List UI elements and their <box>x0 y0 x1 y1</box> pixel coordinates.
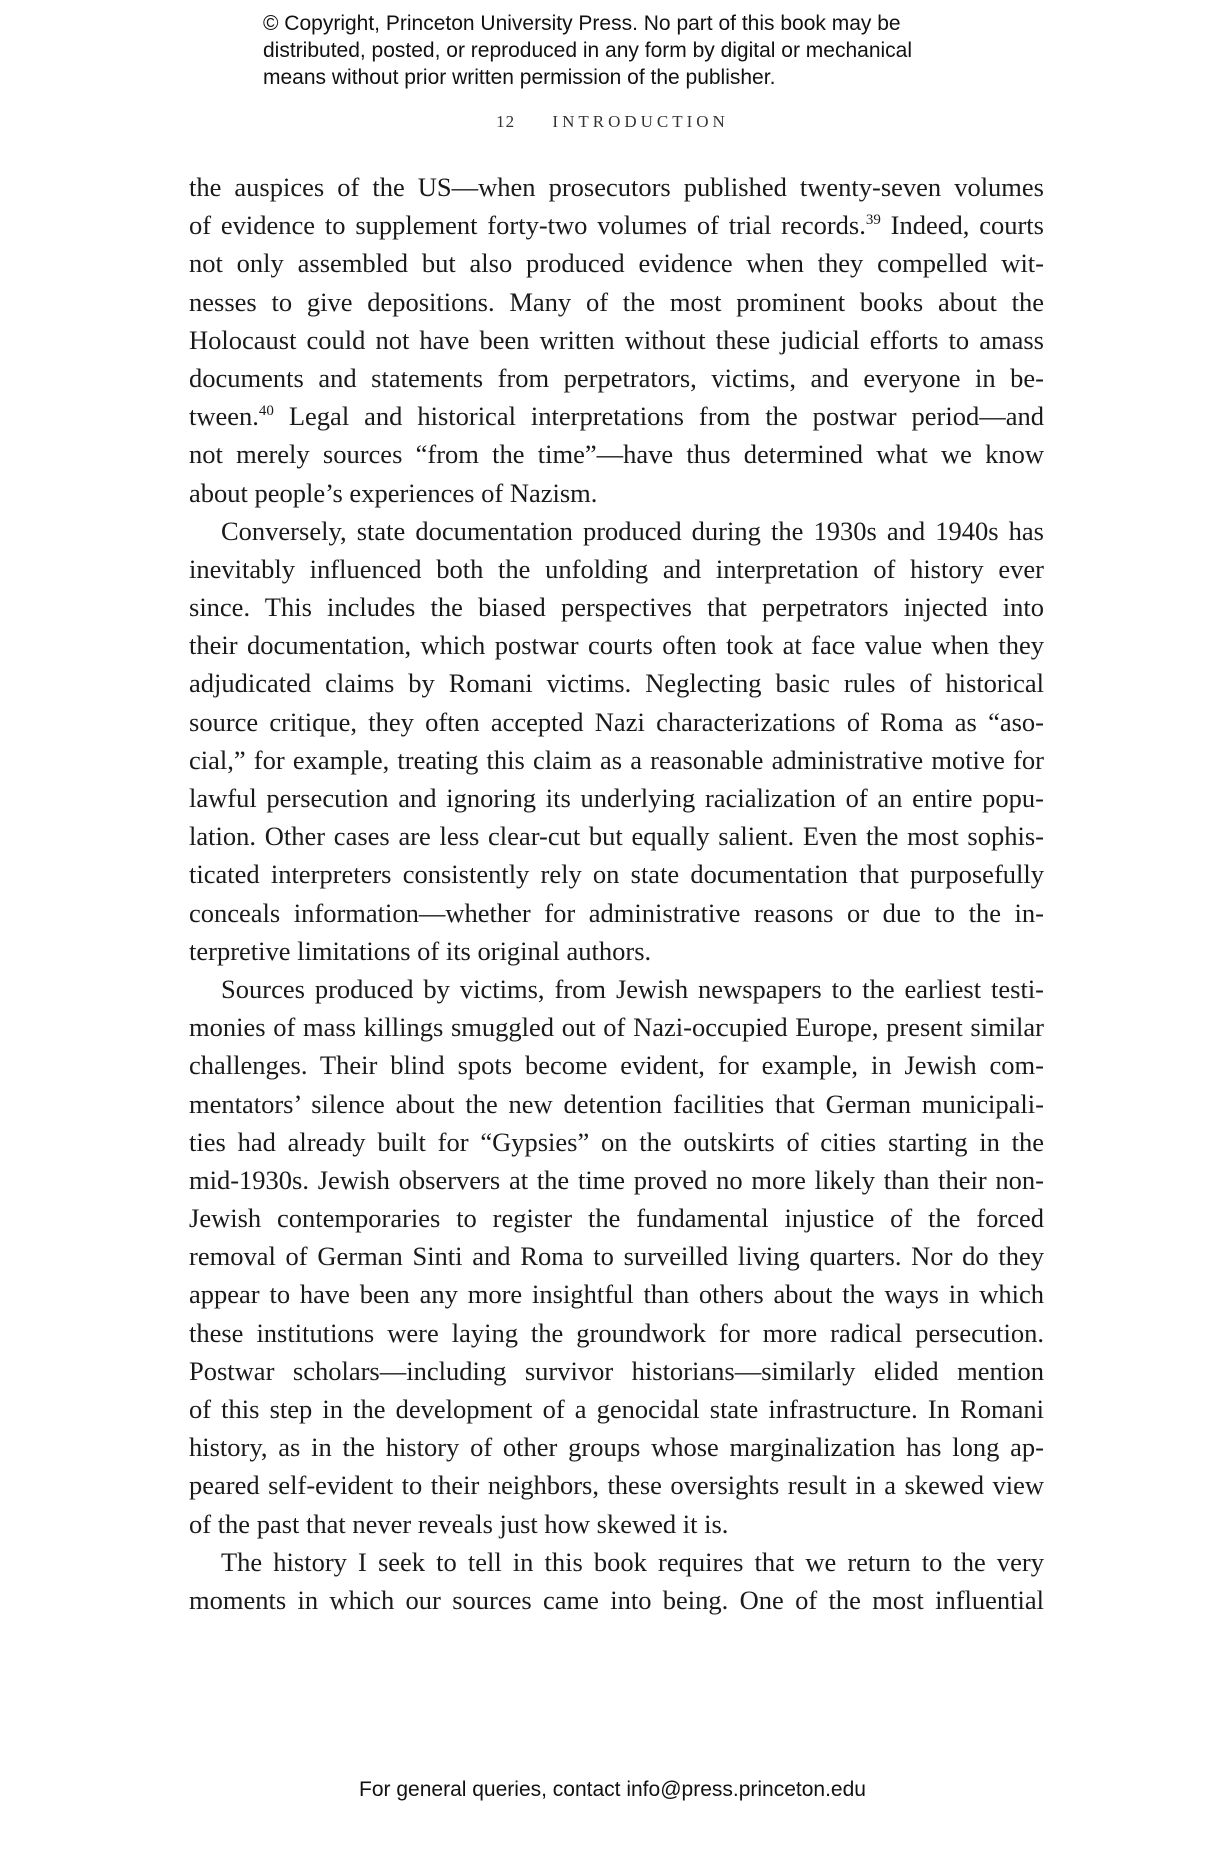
copyright-line: © Copyright, Princeton University Press. No part of this book may be <box>263 12 901 35</box>
text-line: the auspices of the US—when prosecutors published twenty-seven volumes <box>189 172 1044 202</box>
text-line: Sources produced by victims, from Jewish newspapers to the earliest testi- <box>221 973 1044 1004</box>
text-line: peared self-evident to their neighbors, these oversights result in a skewed view <box>189 1470 1044 1501</box>
text-line: source critique, they often accepted Nazi characterizations of Roma as “aso- <box>189 706 1044 737</box>
text-line: their documentation, which postwar courts often took at face value when they <box>189 630 1044 661</box>
text-line: terpretive limitations of its original authors. <box>189 935 652 966</box>
text-line-content: tween. <box>189 401 259 432</box>
text-line: mid-1930s. Jewish observers at the time proved no more likely than their non- <box>189 1164 1044 1195</box>
text-line <box>189 206 1044 244</box>
text-line: Postwar scholars—including survivor historians—similarly elided mention <box>189 1355 1044 1386</box>
text-line: The history I seek to tell in this book requires that we return to the very <box>221 1546 1044 1577</box>
text-line: moments in which our sources came into being. One of the most influential <box>189 1584 1044 1615</box>
running-head <box>0 112 1225 132</box>
footnote-ref[interactable]: 39 <box>865 212 881 229</box>
text-line-content: Indeed, courts <box>880 210 1044 241</box>
text-line: removal of German Sinti and Roma to surveilled living quarters. Nor do they <box>189 1241 1044 1272</box>
text-line: lawful persecution and ignoring its underlying racialization of an entire popu- <box>189 783 1044 813</box>
copyright-line: distributed, posted, or reproduced in any form by digital or mechanical <box>263 39 913 62</box>
text-line: appear to have been any more insightful than others about the ways in which <box>189 1279 1044 1310</box>
text-line: lation. Other cases are less clear-cut but equally salient. Even the most sophis- <box>189 821 1044 852</box>
text-line: challenges. Their blind spots become evident, for example, in Jewish com- <box>189 1050 1044 1081</box>
text-line: ticated interpreters consistently rely on state documentation that purposefully <box>189 859 1044 890</box>
section-title: INTRODUCTION <box>552 112 729 131</box>
text-line-content: Legal and historical interpretations from the postwar period—and <box>273 401 1044 432</box>
text-line: conceals information—whether for administrative reasons or due to the in- <box>189 897 1044 928</box>
text-line: Conversely, state documentation produced during the 1930s and 1940s has <box>221 515 1044 546</box>
text-line: documents and statements from perpetrators, victims, and everyone in be- <box>189 362 1044 393</box>
text-line: about people’s experiences of Nazism. <box>189 477 598 508</box>
text-line: mentators’ silence about the new detention facilities that German municipali- <box>189 1088 1044 1119</box>
text-line: of this step in the development of a genocidal state infrastructure. In Romani <box>189 1394 1044 1424</box>
text-line: of the past that never reveals just how skewed it is. <box>189 1508 729 1539</box>
text-line: Jewish contemporaries to register the fundamental injustice of the forced <box>189 1203 1044 1234</box>
text-line: not merely sources “from the time”—have thus determined what we know <box>189 439 1044 470</box>
text-line: Holocaust could not have been written without these judicial efforts to amass <box>189 324 1044 355</box>
page-number: 12 <box>496 112 516 131</box>
text-line: monies of mass killings smuggled out of Nazi-occupied Europe, present similar <box>189 1012 1044 1043</box>
text-line: ties had already built for “Gypsies” on the outskirts of cities starting in the <box>189 1126 1044 1157</box>
text-line <box>189 397 1044 435</box>
text-line: cial,” for example, treating this claim as a reasonable administrative motive for <box>189 744 1044 775</box>
footnote-ref[interactable]: 40 <box>258 403 274 420</box>
text-line: since. This includes the biased perspectives that perpetrators injected into <box>189 592 1044 623</box>
text-line: history, as in the history of other groups whose marginalization has long ap- <box>189 1432 1044 1463</box>
footer-contact: For general queries, contact info@press.princeton.edu <box>359 1778 866 1801</box>
text-line: inevitably influenced both the unfolding and interpretation of history ever <box>189 553 1044 584</box>
copyright-notice <box>263 10 1003 91</box>
text-line: these institutions were laying the groundwork for more radical persecution. <box>189 1317 1044 1348</box>
body-text <box>189 168 1044 1619</box>
text-line: not only assembled but also produced evidence when they compelled wit- <box>189 248 1044 279</box>
copyright-line: means without prior written permission of the publisher. <box>263 66 776 89</box>
text-line: nesses to give depositions. Many of the most prominent books about the <box>189 286 1044 317</box>
text-line-content: of evidence to supplement forty-two volumes of trial records. <box>189 210 866 241</box>
text-line: adjudicated claims by Romani victims. Neglecting basic rules of historical <box>189 668 1044 699</box>
